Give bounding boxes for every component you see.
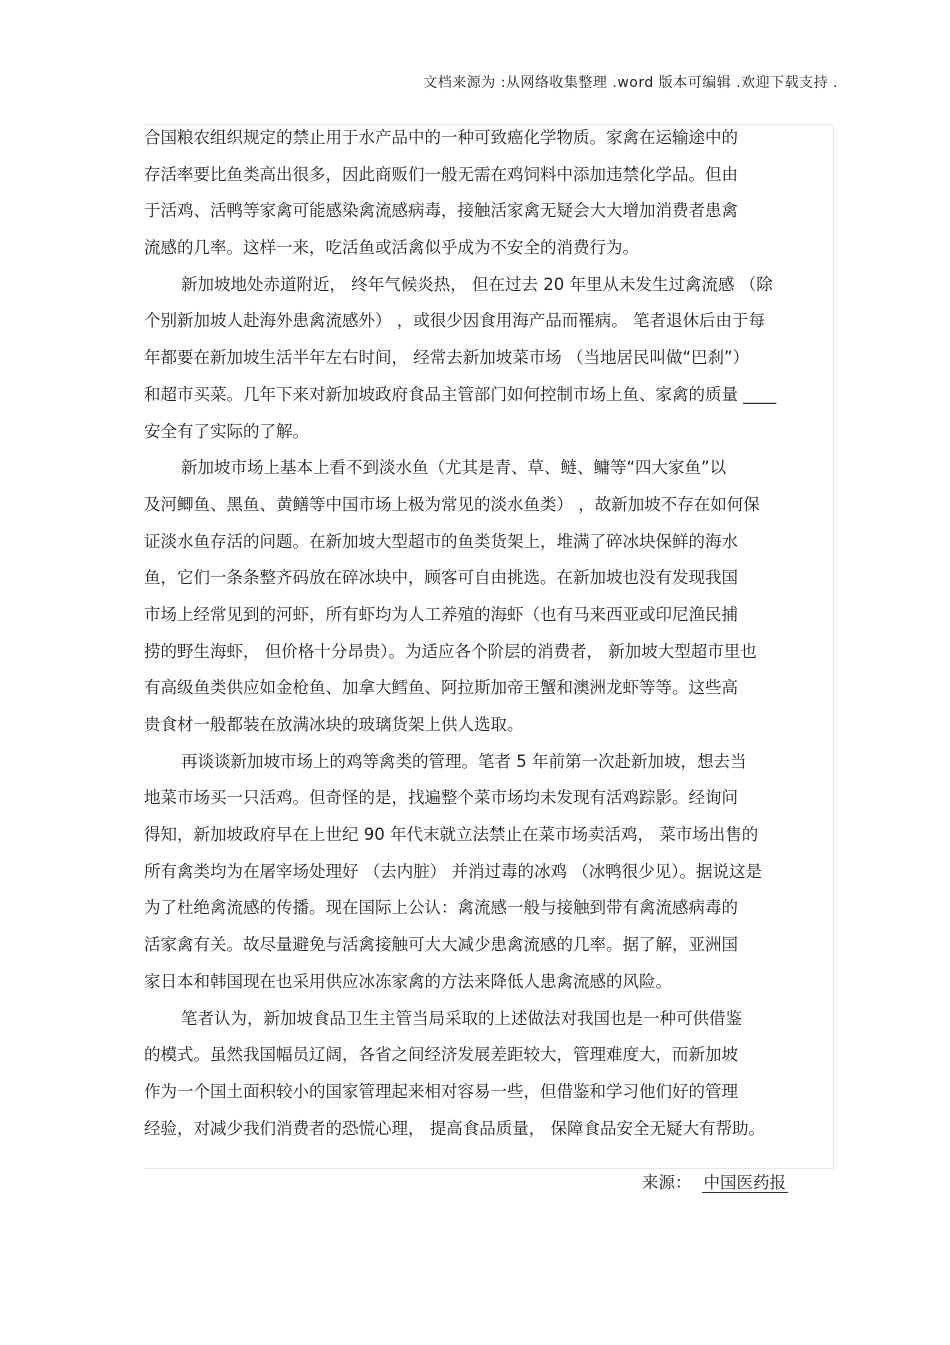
article-body	[144, 120, 834, 1147]
text-line: 捞的野生海虾， 但价格十分昂贵）。为适应各个阶层的消费者， 新加坡大型超市里也	[144, 641, 757, 661]
text-line: 证淡水鱼存活的问题。在新加坡大型超市的鱼类货架上，堆满了碎冰块保鲜的海水	[144, 531, 738, 551]
text-line: 市场上经常见到的河虾，所有虾均为人工养殖的海虾（也有马来西亚或印尼渔民捕	[144, 604, 738, 624]
text-line: 贵食材一般都装在放满冰块的玻璃货架上供人选取。	[144, 715, 524, 734]
paragraph	[144, 450, 834, 744]
text-line: 流感的几率。这样一来，吃活鱼或活禽似乎成为不安全的消费行为。	[144, 238, 639, 258]
text-line: 作为一个国土面积较小的国家管理起来相对容易一些，但借鉴和学习他们好的管理	[144, 1081, 738, 1101]
text-line: 家日本和韩国现在也采用供应冰冻家禽的方法来降低人患禽流感的风险。	[144, 971, 672, 991]
text-line: 再谈谈新加坡市场上的鸡等禽类的管理。笔者 5 年前第一次赴新加坡，想去当	[181, 751, 747, 771]
text-line: 安全有了实际的了解。	[144, 421, 309, 441]
text-line: 有高级鱼类供应如金枪鱼、加拿大鳕鱼、阿拉斯加帝王蟹和澳洲龙虾等等。这些高	[144, 678, 738, 698]
text-line: 新加坡市场上基本上看不到淡水鱼（尤其是青、草、鲢、鳙等“四大家鱼”以	[181, 458, 727, 478]
text-line: 所有禽类均为在屠宰场处理好 （去内脏） 并消过毒的冰鸡 （冰鸭很少见）。据说这是	[144, 861, 762, 881]
paragraph	[144, 120, 834, 267]
text-line: 和超市买菜。几年下来对新加坡政府食品主管部门如何控制市场上鱼、家禽的质量 ____	[144, 384, 777, 404]
paragraph	[144, 744, 834, 1001]
paragraph	[144, 1001, 834, 1148]
text-line: 新加坡地处赤道附近， 终年气候炎热， 但在过去 20 年里从未发生过禽流感 （除	[181, 274, 773, 294]
text-line: 合国粮农组织规定的禁止用于水产品中的一种可致癌化学物质。家禽在运输途中的	[144, 128, 738, 147]
text-line: 个别新加坡人赴海外患禽流感外） ，或很少因食用海产品而罹病。 笔者退休后由于每	[144, 311, 765, 331]
text-line: 得知，新加坡政府早在上世纪 90 年代末就立法禁止在菜市场卖活鸡， 菜市场出售的	[144, 825, 759, 845]
text-line: 鱼，它们一条条整齐码放在碎冰块中，顾客可自由挑选。在新加坡也没有发现我国	[144, 568, 738, 588]
text-line: 活家禽有关。故尽量避免与活禽接触可大大减少患禽流感的几率。据了解，亚洲国	[144, 935, 738, 955]
text-line: 的模式。虽然我国幅员辽阔，各省之间经济发展差距较大，管理难度大，而新加坡	[144, 1045, 738, 1065]
text-line: 经验，对减少我们消费者的恐慌心理， 提高食品质量， 保障食品安全无疑大有帮助。	[144, 1118, 765, 1138]
text-line: 为了杜绝禽流感的传播。现在国际上公认：禽流感一般与接触到带有禽流感病毒的	[144, 898, 738, 918]
source-line	[642, 1170, 788, 1196]
text-line: 地菜市场买一只活鸡。但奇怪的是，找遍整个菜市场均未发现有活鸡踪影。经询问	[144, 788, 738, 808]
text-line: 年都要在新加坡生活半年左右时间， 经常去新加坡菜市场 （当地居民叫做“巴刹”）	[144, 348, 750, 368]
paragraph	[144, 267, 834, 450]
text-line: 于活鸡、活鸭等家禽可能感染禽流感病毒，接触活家禽无疑会大大增加消费者患禽	[144, 201, 738, 221]
document-header-note: 文档来源为 :从网络收集整理 .word 版本可编辑 .欢迎下载支持 .	[423, 75, 838, 91]
source-name-link[interactable]: 中国医药报	[703, 1173, 786, 1192]
text-line: 笔者认为，新加坡食品卫生主管当局采取的上述做法对我国也是一种可供借鉴	[181, 1008, 742, 1028]
source-label: 来源：	[642, 1173, 692, 1192]
text-line: 存活率要比鱼类高出很多，因此商贩们一般无需在鸡饲料中添加违禁化学品。但由	[144, 164, 738, 184]
text-line: 及河鲫鱼、黑鱼、黄鳝等中国市场上极为常见的淡水鱼类） ，故新加坡不存在如何保	[144, 494, 760, 514]
